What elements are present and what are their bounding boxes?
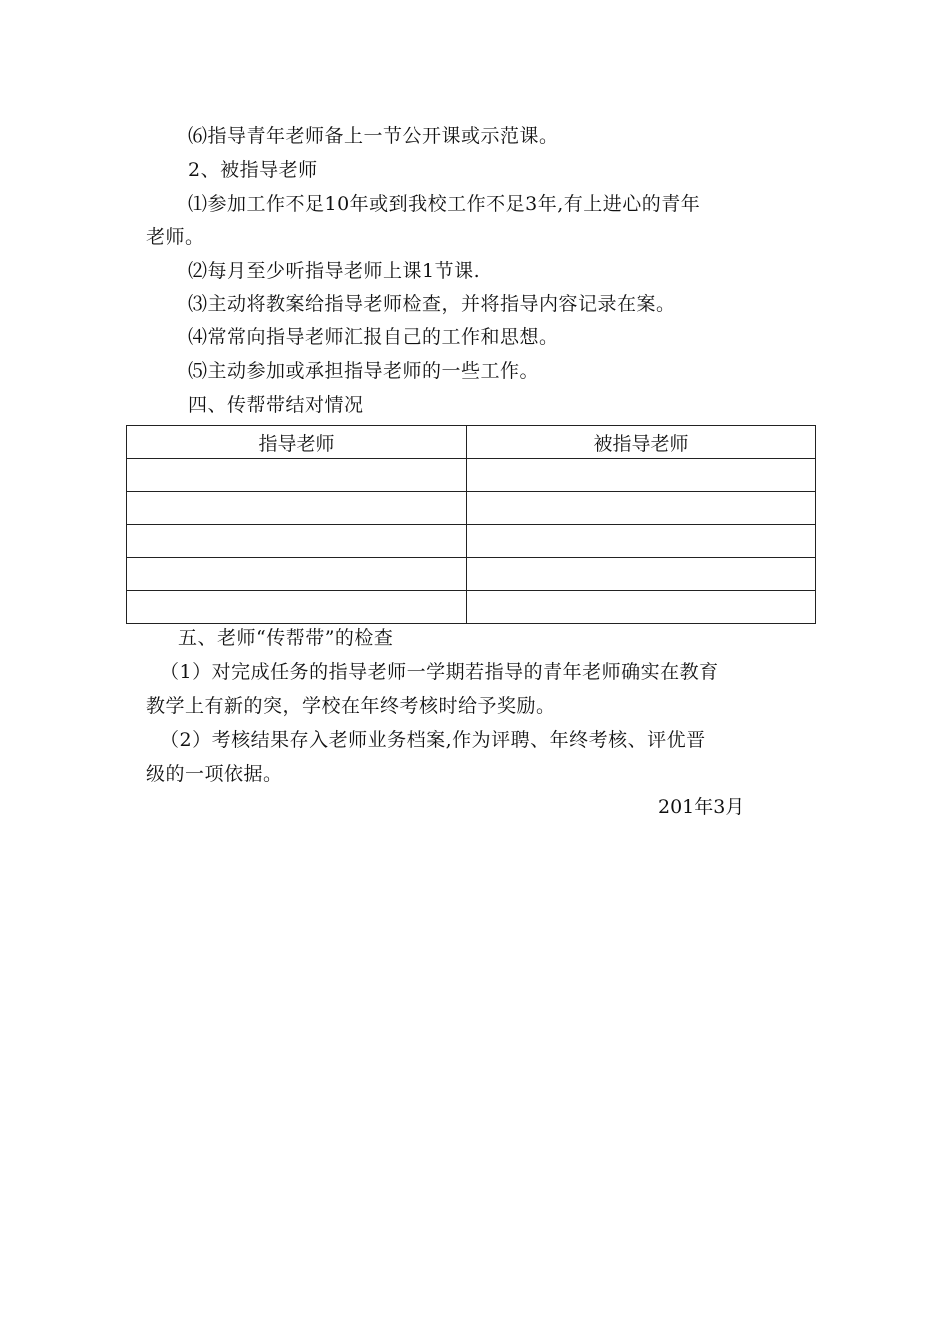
check-item-2-line2: 级的一项依据。: [146, 763, 283, 785]
check-item-2-line1: （2）考核结果存入老师业务档案,作为评聘、年终考核、评优晋: [160, 729, 706, 751]
item-3-mentee: ⑶主动将教案给指导老师检查，并将指导内容记录在案。: [188, 293, 676, 315]
item-1-mentee-line1: ⑴参加工作不足10年或到我校工作不足3年,有上进心的青年: [188, 193, 701, 215]
item-5-mentee: ⑸主动参加或承担指导老师的一些工作。: [188, 360, 540, 382]
check-item-1-line2: 教学上有新的突，学校在年终考核时给予奖励。: [146, 695, 556, 717]
document-date: 201年3月: [658, 796, 745, 818]
item-1-mentee-line2: 老师。: [146, 226, 205, 248]
table-cell-mentee[interactable]: [467, 591, 816, 624]
table-cell-mentor[interactable]: [127, 558, 467, 591]
table-cell-mentor[interactable]: [127, 525, 467, 558]
heading-mentee: 2、被指导老师: [188, 159, 318, 181]
header-mentee: 被指导老师: [467, 426, 816, 459]
section-5-heading: 五、老师“传帮带”的检查: [178, 627, 394, 649]
section-4-heading: 四、传帮带结对情况: [188, 394, 364, 416]
table-cell-mentor[interactable]: [127, 492, 467, 525]
table-row: [127, 492, 816, 525]
table-cell-mentee[interactable]: [467, 558, 816, 591]
item-6-mentor: ⑹指导青年老师备上一节公开课或示范课。: [188, 125, 559, 147]
pairing-table: [126, 425, 816, 624]
header-mentor: 指导老师: [127, 426, 467, 459]
item-4-mentee: ⑷常常向指导老师汇报自己的工作和思想。: [188, 326, 559, 348]
table-row: [127, 459, 816, 492]
table-cell-mentee[interactable]: [467, 492, 816, 525]
item-2-mentee: ⑵每月至少听指导老师上课1节课.: [188, 260, 481, 282]
table-cell-mentor[interactable]: [127, 591, 467, 624]
table-header-row: [127, 426, 816, 459]
table-row: [127, 525, 816, 558]
table-cell-mentee[interactable]: [467, 459, 816, 492]
check-item-1-line1: （1）对完成任务的指导老师一学期若指导的青年老师确实在教育: [160, 661, 719, 683]
table-row: [127, 591, 816, 624]
table-row: [127, 558, 816, 591]
table-cell-mentor[interactable]: [127, 459, 467, 492]
table-cell-mentee[interactable]: [467, 525, 816, 558]
